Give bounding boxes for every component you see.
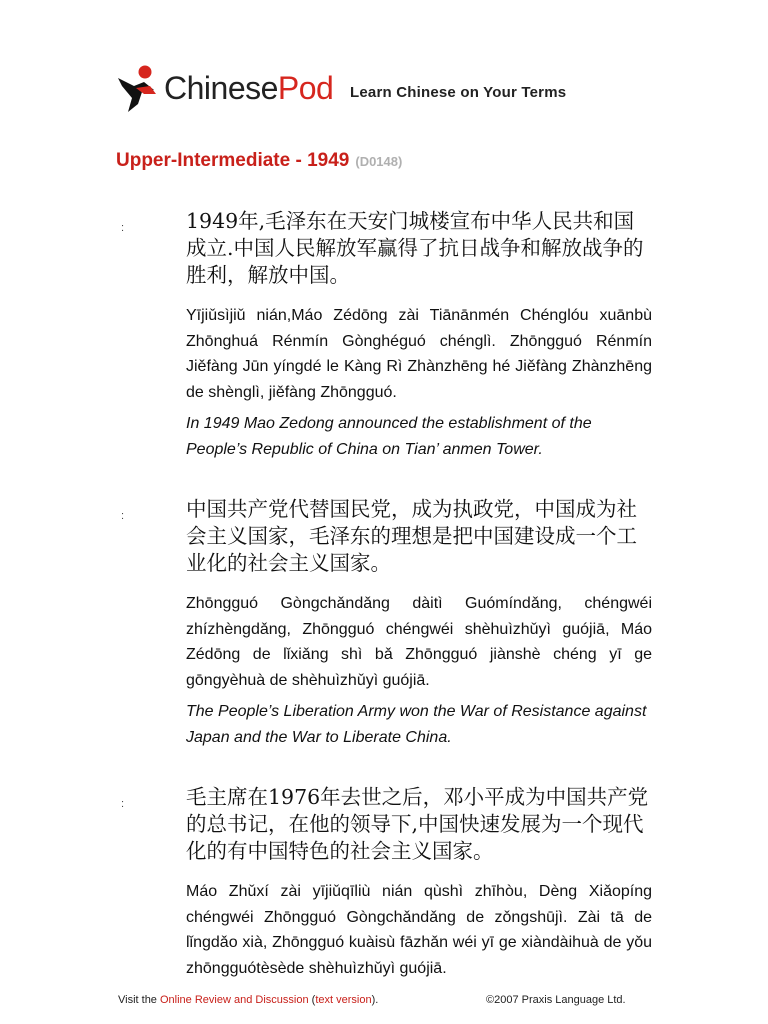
footer-visit-text: Visit the (118, 994, 160, 1006)
english-translation: In 1949 Mao Zedong announced the establishment of the People’s Republic of China on Tian’ anmen Tower. (186, 415, 592, 458)
dialogue-entry-1 (186, 208, 652, 462)
pinyin-text: Yījiǔsìjiǔ nián,Máo Zédōng zài Tiānānmén Chénglóu xuānbù Zhōnghuá Rénmín Gònghéguó chénglì. Zhōngguó Rénmín Jiěfàng Jūn yíngdé le Kàng Rì Zhànzhēng hé Jiěfàng Zhànzhēng de shènglì, jiěfàng Zhōngguó. (186, 307, 652, 401)
logo-wordmark (164, 70, 333, 107)
chinesepod-logo-icon (114, 64, 160, 114)
lesson-title (116, 150, 402, 172)
hanzi-text: 中国共产党代替国民党，成为执政党，中国成为社会主义国家，毛泽东的理想是把中国建设成一个工业化的社会主义国家。 (186, 497, 637, 575)
speaker-label: : (121, 798, 125, 810)
pinyin-text: Zhōngguó Gòngchǎndǎng dàitì Guómíndǎng, chéngwéi zhízhèngdǎng, Zhōngguó chéngwéi shèhuìzhǔyì guójiā, Máo Zédōng de lǐxiǎng shì bǎ Zhōngguó jiànshè chéng yī ge gōngyèhuà de shèhuìzhǔyì guójiā. (186, 595, 652, 689)
dialogue-entry-3 (186, 784, 652, 981)
lesson-title-text: Upper-Intermediate - 1949 (116, 150, 350, 171)
tagline: Learn Chinese on Your Terms (350, 84, 567, 101)
logo-text-chinese: Chinese (164, 70, 278, 106)
english-translation: The People’s Liberation Army won the War of Resistance against Japan and the War to Liberate China. (186, 703, 647, 746)
copyright: ©2007 Praxis Language Ltd. (486, 994, 626, 1006)
speaker-label: : (121, 222, 125, 234)
hanzi-text: 毛主席在1976年去世之后，邓小平成为中国共产党的总书记，在他的领导下,中国快速发展为一个现代化的有中国特色的社会主义国家。 (186, 785, 649, 863)
lesson-code: (D0148) (355, 154, 403, 169)
footer-links (118, 994, 378, 1006)
text-version-link[interactable]: text version (315, 994, 372, 1006)
speaker-label: : (121, 510, 125, 522)
footer-paren-close: ). (371, 994, 379, 1006)
hanzi-text: 1949年,毛泽东在天安门城楼宣布中华人民共和国成立.中国人民解放军赢得了抗日战争和解放战争的胜利，解放中国。 (186, 209, 644, 287)
dialogue-entry-2 (186, 496, 652, 750)
header (114, 62, 634, 118)
footer-paren-open: ( (308, 994, 316, 1006)
online-review-link[interactable]: Online Review and Discussion (160, 994, 309, 1006)
logo-text-pod: Pod (277, 70, 334, 106)
pinyin-text: Máo Zhǔxí zài yījiǔqīliù nián qùshì zhīhòu, Dèng Xiǎopíng chéngwéi Zhōngguó Gòngchǎndǎng de zǒngshūjì. Zài tā de lǐngdǎo xià, Zhōngguó kuàisù fāzhǎn wéi yī ge xiàndàihuà de yǒu zhōngguótèsède shèhuìzhǔyì guójiā. (186, 883, 652, 977)
